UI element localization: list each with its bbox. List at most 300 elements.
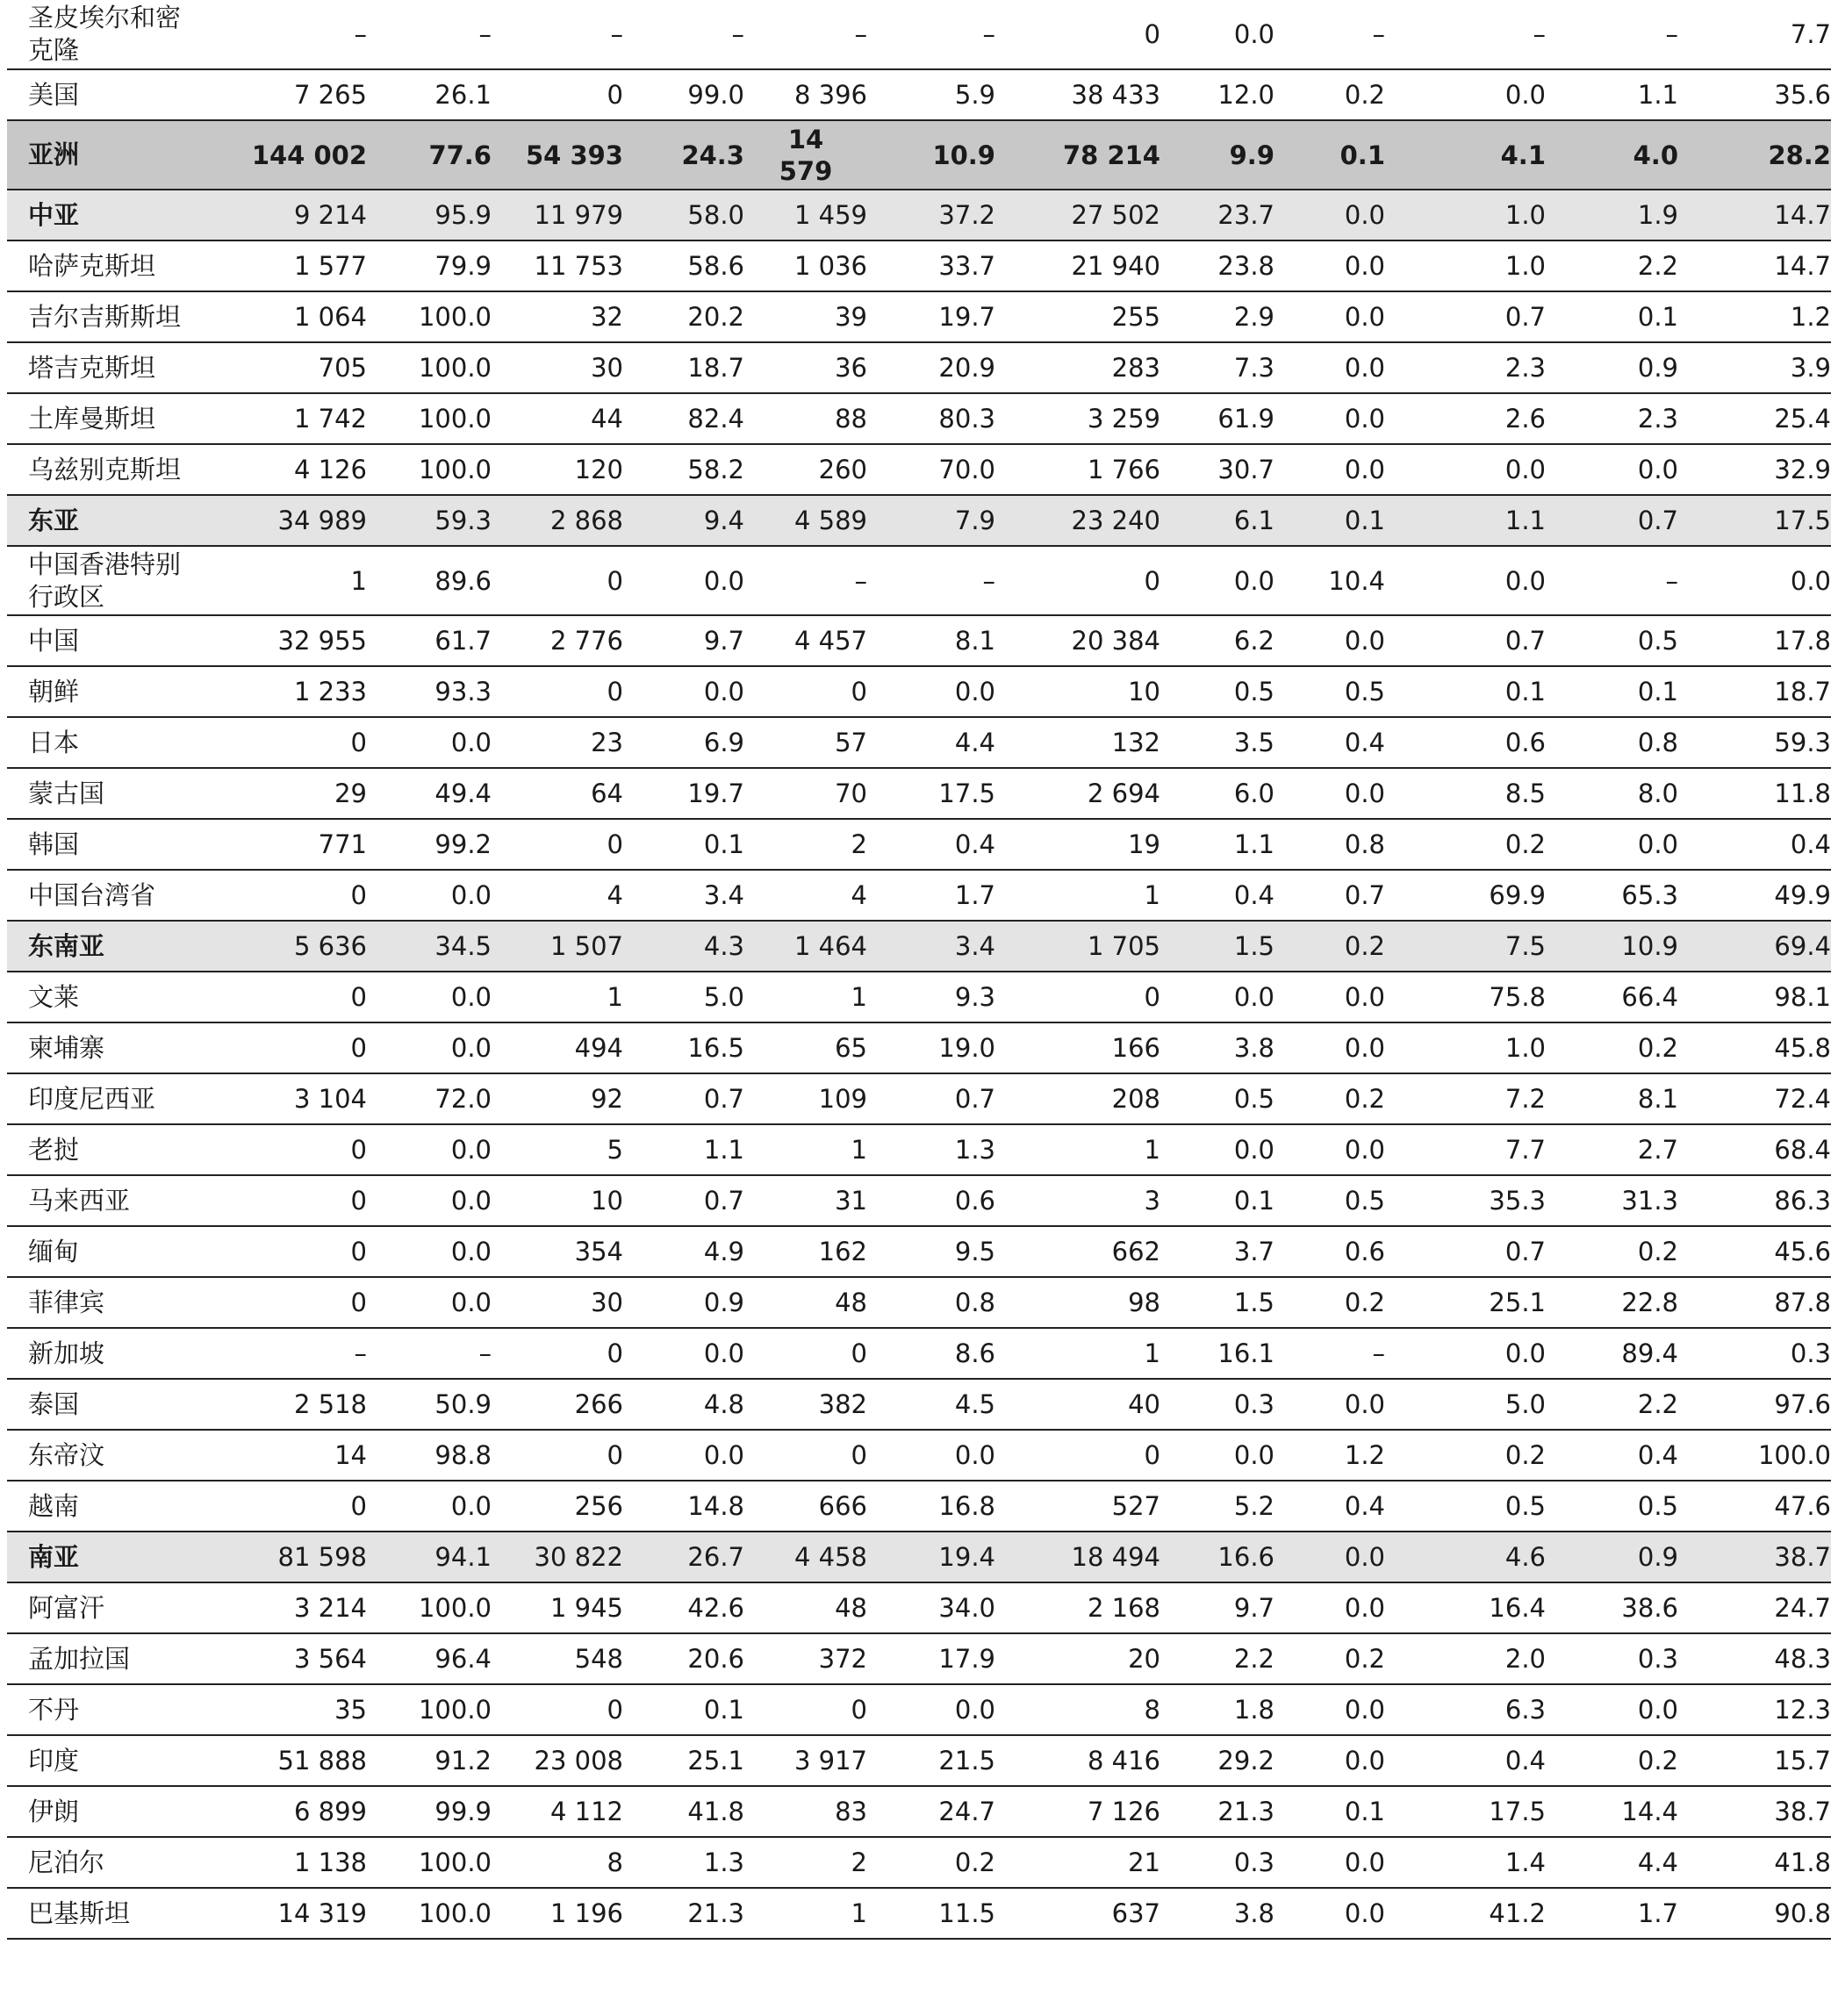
table-cell: 50.9 [367,1379,492,1430]
table-cell: 255 [995,291,1160,342]
table-cell: 8.6 [867,1328,995,1379]
table-cell: 3 [995,1175,1160,1226]
table-cell: 1 [492,972,623,1022]
table-cell: 1.1 [623,1124,744,1175]
table-cell: 0.0 [1274,1684,1385,1735]
table-cell: 1.8 [1160,1684,1274,1735]
table-cell: 1 [744,1888,867,1939]
table-row [7,870,1831,921]
table-cell: 38.7 [1678,1532,1831,1582]
table-cell: 0.0 [1678,546,1831,615]
table-row [7,819,1831,870]
table-cell: 372 [744,1633,867,1684]
table-row [7,1735,1831,1786]
table-cell: 65 [744,1022,867,1073]
table-cell: – [1546,546,1678,615]
table-cell: 0 [183,972,367,1022]
table-cell: 1.5 [1160,921,1274,972]
table-cell: 95.9 [367,190,492,240]
table-cell: 2.3 [1385,342,1546,393]
table-cell: 4.0 [1546,120,1678,190]
table-row [7,717,1831,768]
table-cell: 61.9 [1160,393,1274,444]
table-cell: 0.7 [623,1175,744,1226]
table-cell: 27 502 [995,190,1160,240]
table-cell: 0.1 [1274,120,1385,190]
table-cell: 0.0 [1274,393,1385,444]
table-row [7,1633,1831,1684]
table-cell: 7.2 [1385,1073,1546,1124]
table-cell: 32.9 [1678,444,1831,495]
table-cell: 1 705 [995,921,1160,972]
table-cell: 11.8 [1678,768,1831,819]
table-cell: 0 [744,1430,867,1481]
table-cell: 6.2 [1160,615,1274,666]
table-cell: 0.3 [1160,1379,1274,1430]
table-cell: 42.6 [623,1582,744,1633]
table-cell: 2.9 [1160,291,1274,342]
table-cell: 24.3 [623,120,744,190]
table-cell: 6 899 [183,1786,367,1837]
table-cell: 0.2 [1385,1430,1546,1481]
table-cell: 21.3 [1160,1786,1274,1837]
table-row [7,1073,1831,1124]
row-label: 乌兹别克斯坦 [7,444,183,495]
table-cell: 41.2 [1385,1888,1546,1939]
table-cell: 2 168 [995,1582,1160,1633]
table-cell: – [367,0,492,69]
table-cell: 0.0 [1274,1379,1385,1430]
table-cell: 19.0 [867,1022,995,1073]
table-cell: 144 002 [183,120,367,190]
row-label: 阿富汗 [7,1582,183,1633]
table-cell: 256 [492,1481,623,1532]
table-cell: – [1385,0,1546,69]
table-cell: 7 126 [995,1786,1160,1837]
table-row [7,1379,1831,1430]
table-row [7,69,1831,120]
table-cell: 0.0 [1274,240,1385,291]
table-cell: 0.6 [867,1175,995,1226]
row-label: 蒙古国 [7,768,183,819]
table-cell: 0.2 [1274,1073,1385,1124]
table-cell: 2.7 [1546,1124,1678,1175]
table-cell: 48 [744,1582,867,1633]
table-cell: 4.8 [623,1379,744,1430]
table-cell: 1.0 [1385,190,1546,240]
table-row [7,1786,1831,1837]
table-cell: 90.8 [1678,1888,1831,1939]
table-cell: 1 [183,546,367,615]
row-label: 新加坡 [7,1328,183,1379]
table-cell: 36 [744,342,867,393]
table-cell: 34 989 [183,495,367,546]
table-cell: 0.4 [1274,717,1385,768]
table-cell: 5.2 [1160,1481,1274,1532]
table-cell: 14 319 [183,1888,367,1939]
table-cell: 14.7 [1678,190,1831,240]
number-part: 579 [779,155,833,186]
row-label: 尼泊尔 [7,1837,183,1888]
table-cell: – [867,0,995,69]
table-cell: 0.0 [1160,546,1274,615]
table-cell: 662 [995,1226,1160,1277]
table-cell: 23 [492,717,623,768]
table-cell: 99.2 [367,819,492,870]
table-cell: 51 888 [183,1735,367,1786]
table-cell: 100.0 [367,1837,492,1888]
table-row [7,1582,1831,1633]
table-cell: 0.2 [1546,1022,1678,1073]
table-cell: 9 214 [183,190,367,240]
table-cell: 18.7 [623,342,744,393]
table-cell: 38.7 [1678,1786,1831,1837]
table-cell: 0.7 [1385,615,1546,666]
table-row [7,444,1831,495]
table-cell: – [1546,0,1678,69]
table-cell: 48.3 [1678,1633,1831,1684]
table-cell: 0.3 [1160,1837,1274,1888]
row-label: 中亚 [7,190,183,240]
table-cell: 38.6 [1546,1582,1678,1633]
table-cell: 79.9 [367,240,492,291]
row-label: 柬埔寨 [7,1022,183,1073]
table-cell: 17.5 [867,768,995,819]
table-cell: 49.4 [367,768,492,819]
table-cell: 0.4 [1160,870,1274,921]
table-cell: 45.8 [1678,1022,1831,1073]
table-cell: 7.3 [1160,342,1274,393]
table-cell: 1 [744,972,867,1022]
table-cell: 92 [492,1073,623,1124]
row-label: 南亚 [7,1532,183,1582]
table-cell: 0.0 [623,546,744,615]
table-cell: 23.7 [1160,190,1274,240]
table-cell: 99.0 [623,69,744,120]
table-cell: 32 955 [183,615,367,666]
table-cell: 6.1 [1160,495,1274,546]
region-row [7,120,1831,190]
table-cell: 8 396 [744,69,867,120]
table-cell: 0.1 [623,1684,744,1735]
table-cell: – [623,0,744,69]
table-cell: 0.1 [1546,291,1678,342]
table-cell: 4.1 [1385,120,1546,190]
table-cell: – [744,0,867,69]
table-cell: – [367,1328,492,1379]
table-cell: 6.9 [623,717,744,768]
table-cell: 0.1 [1160,1175,1274,1226]
table-cell: 0.0 [1546,819,1678,870]
table-cell: – [183,1328,367,1379]
row-label: 日本 [7,717,183,768]
table-row [7,666,1831,717]
table-cell: 7.7 [1385,1124,1546,1175]
table-cell: 0 [183,1226,367,1277]
table-cell: 166 [995,1022,1160,1073]
table-cell: 31.3 [1546,1175,1678,1226]
table-cell: 0 [492,1328,623,1379]
table-cell: 4.5 [867,1379,995,1430]
table-cell: 1 233 [183,666,367,717]
table-row [7,393,1831,444]
table-cell: 1.1 [1385,495,1546,546]
row-label: 东帝汶 [7,1430,183,1481]
table-row [7,546,1831,615]
table-cell: 34.0 [867,1582,995,1633]
table-cell: 0.0 [1546,1684,1678,1735]
table-cell: 0.1 [623,819,744,870]
row-label: 吉尔吉斯斯坦 [7,291,183,342]
table-cell: 120 [492,444,623,495]
table-cell: 23 008 [492,1735,623,1786]
table-cell: 0.7 [1385,291,1546,342]
table-cell: 29 [183,768,367,819]
table-cell: 17.8 [1678,615,1831,666]
table-cell: 1 [744,1124,867,1175]
table-cell: 31 [744,1175,867,1226]
table-cell: – [744,546,867,615]
table-cell: 2 [744,1837,867,1888]
table-cell: 0.8 [1274,819,1385,870]
table-cell: 12.0 [1160,69,1274,120]
table-cell: 100.0 [367,1888,492,1939]
table-cell: 17.5 [1385,1786,1546,1837]
table-cell: 2 [744,819,867,870]
table-cell: 1 464 [744,921,867,972]
row-label: 印度 [7,1735,183,1786]
table-cell: 6.0 [1160,768,1274,819]
table-cell: 0 [492,1684,623,1735]
subregion-row [7,921,1831,972]
table-row [7,342,1831,393]
table-cell: 0.4 [1678,819,1831,870]
table-cell: 9.7 [623,615,744,666]
table-cell: 0.2 [867,1837,995,1888]
table-row [7,240,1831,291]
table-cell: 1.7 [867,870,995,921]
table-cell: 0 [492,666,623,717]
table-cell: 22.8 [1546,1277,1678,1328]
table-cell: 1 766 [995,444,1160,495]
table-cell: 1 [995,1328,1160,1379]
table-cell: 1.1 [1160,819,1274,870]
table-row [7,1277,1831,1328]
table-row [7,1175,1831,1226]
table-cell: 5.9 [867,69,995,120]
table-cell: 10.9 [1546,921,1678,972]
table-cell: 19.7 [867,291,995,342]
row-label: 美国 [7,69,183,120]
table-cell: 0.0 [367,1175,492,1226]
table-cell: 65.3 [1546,870,1678,921]
table-cell: 59.3 [1678,717,1831,768]
table-cell: 2 868 [492,495,623,546]
table-cell: 75.8 [1385,972,1546,1022]
table-cell: 8 [492,1837,623,1888]
table-cell: 41.8 [623,1786,744,1837]
table-cell: 0.3 [1678,1328,1831,1379]
table-cell: 0.7 [1546,495,1678,546]
table-cell: 637 [995,1888,1160,1939]
table-cell: 25.1 [1385,1277,1546,1328]
table-cell: 16.4 [1385,1582,1546,1633]
table-cell: 2.0 [1385,1633,1546,1684]
table-cell: – [867,546,995,615]
table-cell: 0.6 [1385,717,1546,768]
table-cell: 35 [183,1684,367,1735]
row-label: 东南亚 [7,921,183,972]
table-cell: 29.2 [1160,1735,1274,1786]
table-cell: 10 [995,666,1160,717]
table-cell: 527 [995,1481,1160,1532]
table-cell: 32 [492,291,623,342]
table-cell: 9.5 [867,1226,995,1277]
table-cell: 1.3 [623,1837,744,1888]
table-cell: 70 [744,768,867,819]
table-cell: 0.5 [1546,1481,1678,1532]
table-cell: 7 265 [183,69,367,120]
table-cell: 1 945 [492,1582,623,1633]
table-cell: 0.0 [1274,190,1385,240]
table-cell: 30.7 [1160,444,1274,495]
data-table [7,0,1831,1940]
table-cell: 99.9 [367,1786,492,1837]
table-cell: 19.7 [623,768,744,819]
table-cell: 382 [744,1379,867,1430]
table-cell: 0.0 [1274,1888,1385,1939]
table-cell: 0.2 [1546,1226,1678,1277]
table-cell: 4.6 [1385,1532,1546,1582]
table-cell: 23.8 [1160,240,1274,291]
table-row [7,1430,1831,1481]
table-cell: 11.5 [867,1888,995,1939]
table-cell: 37.2 [867,190,995,240]
table-cell: 0 [995,972,1160,1022]
table-cell: 25.1 [623,1735,744,1786]
table-cell: 1.2 [1678,291,1831,342]
table-cell: 10.9 [867,120,995,190]
table-cell: 48 [744,1277,867,1328]
table-cell: 162 [744,1226,867,1277]
table-cell: 9.4 [623,495,744,546]
table-cell: 3.4 [867,921,995,972]
row-label: 塔吉克斯坦 [7,342,183,393]
table-cell: 771 [183,819,367,870]
table-cell: 0.0 [1274,1124,1385,1175]
table-cell: 283 [995,342,1160,393]
table-cell: 3.9 [1678,342,1831,393]
table-cell: 21 [995,1837,1160,1888]
table-cell: 0 [744,666,867,717]
table-cell: 0 [183,1481,367,1532]
row-label: 中国台湾省 [7,870,183,921]
table-cell: 82.4 [623,393,744,444]
table-cell: 30 [492,342,623,393]
table-cell: 1 742 [183,393,367,444]
table-cell: 0.0 [623,1430,744,1481]
table-cell: 6.3 [1385,1684,1546,1735]
table-cell: 0.0 [1274,1735,1385,1786]
table-cell: 8 [995,1684,1160,1735]
row-label: 越南 [7,1481,183,1532]
table-cell: 1 507 [492,921,623,972]
table-cell: 1.3 [867,1124,995,1175]
table-cell: 0.2 [1274,69,1385,120]
table-cell: 0 [183,1277,367,1328]
table-cell: 1 196 [492,1888,623,1939]
table-cell: 80.3 [867,393,995,444]
table-cell: 109 [744,1073,867,1124]
table-cell: 25.4 [1678,393,1831,444]
table-cell: 86.3 [1678,1175,1831,1226]
table-cell: 0.0 [1546,444,1678,495]
table-cell: 40 [995,1379,1160,1430]
table-cell: 39 [744,291,867,342]
table-cell: – [183,0,367,69]
table-cell: 24.7 [867,1786,995,1837]
table-row [7,1481,1831,1532]
table-cell: 8.1 [867,615,995,666]
table-cell: 2.6 [1385,393,1546,444]
table-cell: 45.6 [1678,1226,1831,1277]
table-cell: 18.7 [1678,666,1831,717]
table-cell: 494 [492,1022,623,1073]
table-cell: 1 577 [183,240,367,291]
table-cell: 0.9 [623,1277,744,1328]
row-label: 东亚 [7,495,183,546]
table-cell: 5 636 [183,921,367,972]
table-cell: 1 138 [183,1837,367,1888]
table-cell: 4.9 [623,1226,744,1277]
table-cell: 87.8 [1678,1277,1831,1328]
table-cell: 14.4 [1546,1786,1678,1837]
table-cell: 0.1 [1274,495,1385,546]
row-label: 不丹 [7,1684,183,1735]
table-cell: 16.5 [623,1022,744,1073]
table-cell: 2.2 [1546,240,1678,291]
table-cell: 11 753 [492,240,623,291]
table-cell: 11 979 [492,190,623,240]
table-cell: 0.0 [367,1277,492,1328]
table-cell: 548 [492,1633,623,1684]
table-cell: 0.0 [1160,0,1274,69]
table-cell [744,120,867,190]
table-cell: 0.9 [1546,342,1678,393]
table-cell: 35.6 [1678,69,1831,120]
table-cell: 132 [995,717,1160,768]
table-cell: 30 822 [492,1532,623,1582]
row-label: 土库曼斯坦 [7,393,183,444]
table-cell: 0 [183,870,367,921]
table-cell: 0.5 [1274,666,1385,717]
table-cell: 64 [492,768,623,819]
table-cell: 89.4 [1546,1328,1678,1379]
table-cell: 5.0 [1385,1379,1546,1430]
table-cell: 3.5 [1160,717,1274,768]
table-cell: 68.4 [1678,1124,1831,1175]
table-cell: 0.4 [1274,1481,1385,1532]
table-cell: 20 384 [995,615,1160,666]
table-cell: 7.9 [867,495,995,546]
row-label: 孟加拉国 [7,1633,183,1684]
table-cell: 100.0 [367,291,492,342]
table-cell: 3 917 [744,1735,867,1786]
table-cell: 0.0 [623,1328,744,1379]
row-label: 韩国 [7,819,183,870]
table-row [7,1226,1831,1277]
table-cell: 0.0 [1274,768,1385,819]
